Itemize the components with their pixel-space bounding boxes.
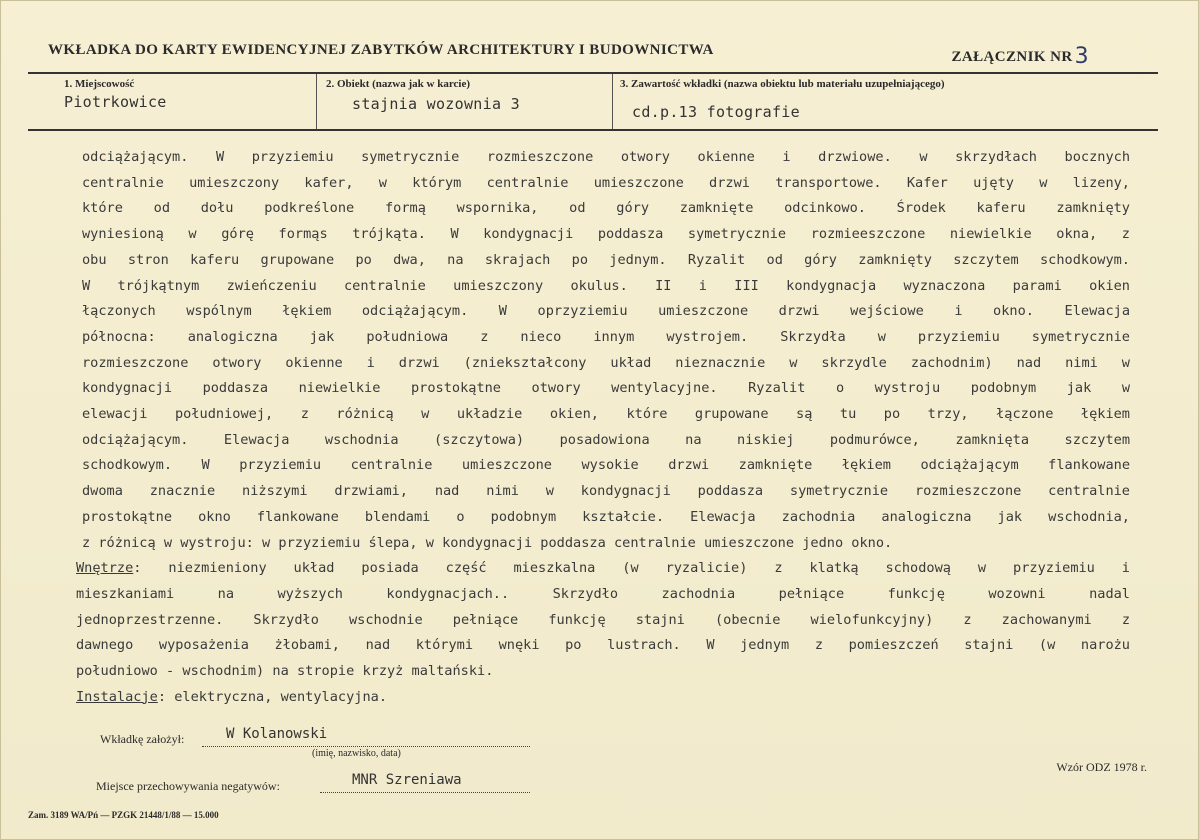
form-title: WKŁADKA DO KARTY EWIDENCYJNEJ ZABYTKÓW ARCHITEKTURY I BUDOWNICTWA — [48, 42, 714, 58]
text-line: północna: analogiczna jak południowa z nieco innym wystrojem. Skrzydła w przyziemiu symetrycznie — [82, 328, 1130, 345]
interior-line: dawnego wyposażenia żłobami, nad którymi wnęki po lustrach. W jednym z pomieszczeń stajni (w narożu — [76, 637, 1130, 654]
installations-text: : elektryczna, wentylacyjna. — [157, 688, 387, 705]
header-rule-bottom — [28, 129, 1158, 131]
content-value: cd.p.13 fotografie — [632, 103, 800, 121]
negatives-storage-line — [320, 792, 530, 793]
text-line: kondygnacji poddasza niewielkie prostokątne otwory wentylacyjne. Ryzalit o wystroju podobnym jak w — [82, 380, 1130, 397]
text-line: wyniesioną w górę formąs trójkąta. W kondygnacji poddasza symetrycznie rozmieeszczone niewielkie okna, z — [82, 226, 1130, 243]
interior-line — [76, 556, 1130, 582]
text-line: odciążającym. Elewacja wschodnia (szczytowa) posadowiona na niskiej podmurówce, zamknięta szczytem — [82, 431, 1130, 448]
text-line: W trójkątnym zwieńczeniu centralnie umieszczony okulus. II i III kondygnacja wyznaczona parami okien — [82, 277, 1130, 294]
print-order-code: Zam. 3189 WA/Pń — PZGK 21448/1/88 — 15.000 — [28, 810, 219, 820]
created-by-value: W Kolanowski — [226, 726, 328, 742]
created-by-label: Wkładkę założył: — [100, 732, 185, 746]
text-line: łączonych wspólnym łękiem odciążającym. W oprzyziemiu umieszczone drzwi wejściowe i okno. Elewacja — [82, 303, 1130, 320]
annex-label — [952, 42, 1089, 67]
negatives-storage-value: MNR Szreniawa — [352, 772, 462, 788]
interior-text: : niezmieniony układ posiada część mieszkalna (w ryzalicie) z klatką schodową w przyziemiu i — [133, 560, 1130, 577]
installations-heading: Instalacje — [76, 688, 158, 705]
interior-line: południowo - wschodnim) na stropie krzyż maltański. — [76, 663, 494, 680]
field-divider-1 — [316, 74, 317, 130]
text-line: prostokątne okno flankowane blendami o podobnym kształcie. Elewacja zachodnia analogiczna jak wschodnia, — [82, 508, 1130, 525]
text-line: obu stron kaferu grupowane po dwa, na skrajach po jednym. Ryzalit od góry zamknięty szczytem schodkowym. — [82, 251, 1130, 268]
text-line: schodkowym. W przyziemiu centralnie umieszczone wysokie drzwi zamknięte łękiem odciążającym flankowane — [82, 457, 1130, 474]
form-template-label: Wzór ODZ 1978 r. — [1056, 760, 1147, 774]
created-by-hint: (imię, nazwisko, data) — [312, 748, 401, 759]
object-label: 2. Obiekt (nazwa jak w karcie) — [326, 78, 471, 90]
interior-heading: Wnętrze — [76, 560, 134, 577]
location-label: 1. Miejscowość — [64, 78, 135, 90]
description-text — [76, 145, 1130, 710]
annex-number: 3 — [1074, 44, 1089, 69]
text-line: centralnie umieszczony kafer, w którym centralnie umieszczone drzwi transportowe. Kafer ujęty w lizeny, — [82, 174, 1130, 191]
content-label: 3. Zawartość wkładki (nazwa obiektu lub materiału uzupełniającego) — [620, 78, 945, 90]
text-line: dwoma znacznie niższymi drzwiami, nad nimi w kondygnacji poddasza symetrycznie rozmieszczone centralnie — [82, 483, 1130, 500]
text-line: rozmieszczone otwory okienne i drzwi (zniekształcony układ nieznacznie w skrzydle zachodnim) nad nimi w — [82, 354, 1130, 371]
text-line: odciążającym. W przyziemiu symetrycznie rozmieszczone otwory okienne i drzwiowe. w skrzydłach bocznych — [82, 149, 1130, 165]
text-line: elewacji południowej, z różnicą w układzie okien, które grupowane są tu po trzy, łączone łękiem — [82, 406, 1130, 423]
interior-line: jednoprzestrzenne. Skrzydło wschodnie pełniące funkcję stajni (obecnie wielofunkcyjny) z zachowanymi z — [76, 611, 1130, 628]
header-rule-top — [28, 72, 1158, 74]
interior-line: mieszkaniami na wyższych kondygnacjach.. Skrzydło zachodnia pełniące funkcję wozowni nadal — [76, 585, 1130, 602]
installations-line — [76, 685, 1130, 711]
location-value: Piotrkowice — [64, 93, 167, 111]
negatives-storage-label: Miejsce przechowywania negatywów: — [96, 779, 280, 793]
object-value: stajnia wozownia 3 — [352, 95, 520, 113]
field-divider-2 — [612, 74, 613, 130]
created-by-line — [202, 746, 530, 747]
text-line: które od dołu podkreślone formą wspornika, od góry zamknięte odcinkowo. Środek kaferu zamknięty — [82, 200, 1130, 217]
annex-label-text: ZAŁĄCZNIK NR — [951, 49, 1073, 65]
text-line: z różnicą w wystroju: w przyziemiu ślepa, w kondygnacji poddasza centralnie umieszczone jedno okno. — [82, 534, 893, 551]
